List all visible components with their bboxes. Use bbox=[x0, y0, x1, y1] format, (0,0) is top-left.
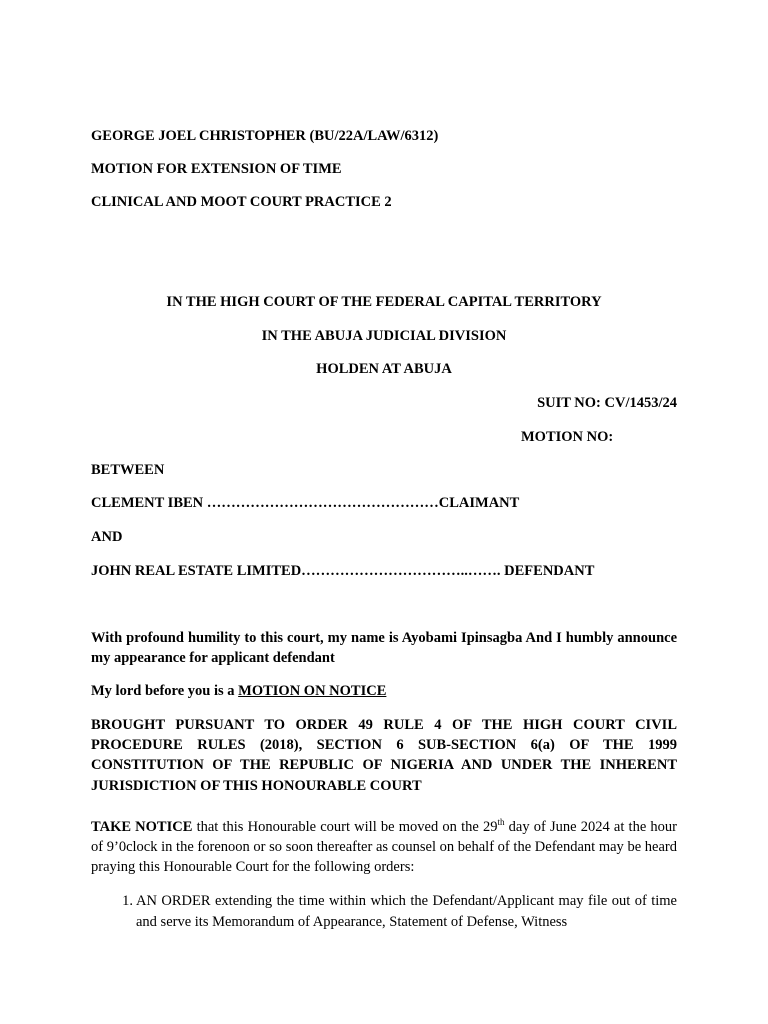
brought-pursuant-paragraph: BROUGHT PURSUANT TO ORDER 49 RULE 4 OF THE HIGH COURT CIVIL PROCEDURE RULES (2018), SECTION 6 SUB-SECTION 6(a) OF THE 1999 CONSTITUTION OF THE REPUBLIC OF NIGERIA AND UNDER THE INHERENT JURISDICTION OF THIS HONOURABLE COURT bbox=[91, 717, 677, 794]
defendant-line: JOHN REAL ESTATE LIMITED……………………………..……. DEFENDANT bbox=[91, 563, 595, 579]
list-item bbox=[113, 891, 677, 933]
motion-type-line bbox=[91, 681, 386, 701]
court-name: IN THE HIGH COURT OF THE FEDERAL CAPITAL TERRITORY bbox=[166, 294, 602, 310]
list-item-number: 1. bbox=[122, 893, 133, 909]
motion-type: MOTION ON NOTICE bbox=[238, 683, 387, 699]
appearance-paragraph: With profound humility to this court, my name is Ayobami Ipinsagba And I humbly announce my appearance for applicant defendant bbox=[91, 630, 677, 667]
student-name-line: GEORGE JOEL CHRISTOPHER (BU/22A/LAW/6312) bbox=[91, 128, 439, 144]
take-notice-text-b: day of June 2024 at the hour of 9’0clock in the forenoon or so soon thereafter as counsel on behalf of the Defendant may be heard praying this Honourable Court for the following orders: bbox=[91, 819, 677, 876]
document-title: MOTION FOR EXTENSION OF TIME bbox=[91, 161, 342, 177]
list-item-text: AN ORDER extending the time within which the Defendant/Applicant may file out of time and serve its Memorandum of Appearance, Statement of Defense, Witness bbox=[136, 893, 677, 930]
course-name: CLINICAL AND MOOT COURT PRACTICE 2 bbox=[91, 194, 392, 210]
suit-number: SUIT NO: CV/1453/24 bbox=[537, 395, 677, 411]
motion-type-prefix: My lord before you is a bbox=[91, 683, 239, 699]
take-notice-text-a: that this Honourable court will be moved on the 29 bbox=[192, 819, 498, 835]
take-notice-paragraph bbox=[91, 817, 677, 878]
between-label: BETWEEN bbox=[91, 462, 165, 478]
motion-number: MOTION NO: bbox=[521, 429, 614, 445]
date-superscript: th bbox=[497, 817, 505, 828]
judicial-division: IN THE ABUJA JUDICIAL DIVISION bbox=[261, 328, 507, 344]
and-label: AND bbox=[91, 529, 123, 545]
court-location: HOLDEN AT ABUJA bbox=[316, 361, 452, 377]
take-notice-label: TAKE NOTICE bbox=[91, 819, 193, 835]
claimant-line: CLEMENT IBEN …………………………………………CLAIMANT bbox=[91, 495, 520, 511]
